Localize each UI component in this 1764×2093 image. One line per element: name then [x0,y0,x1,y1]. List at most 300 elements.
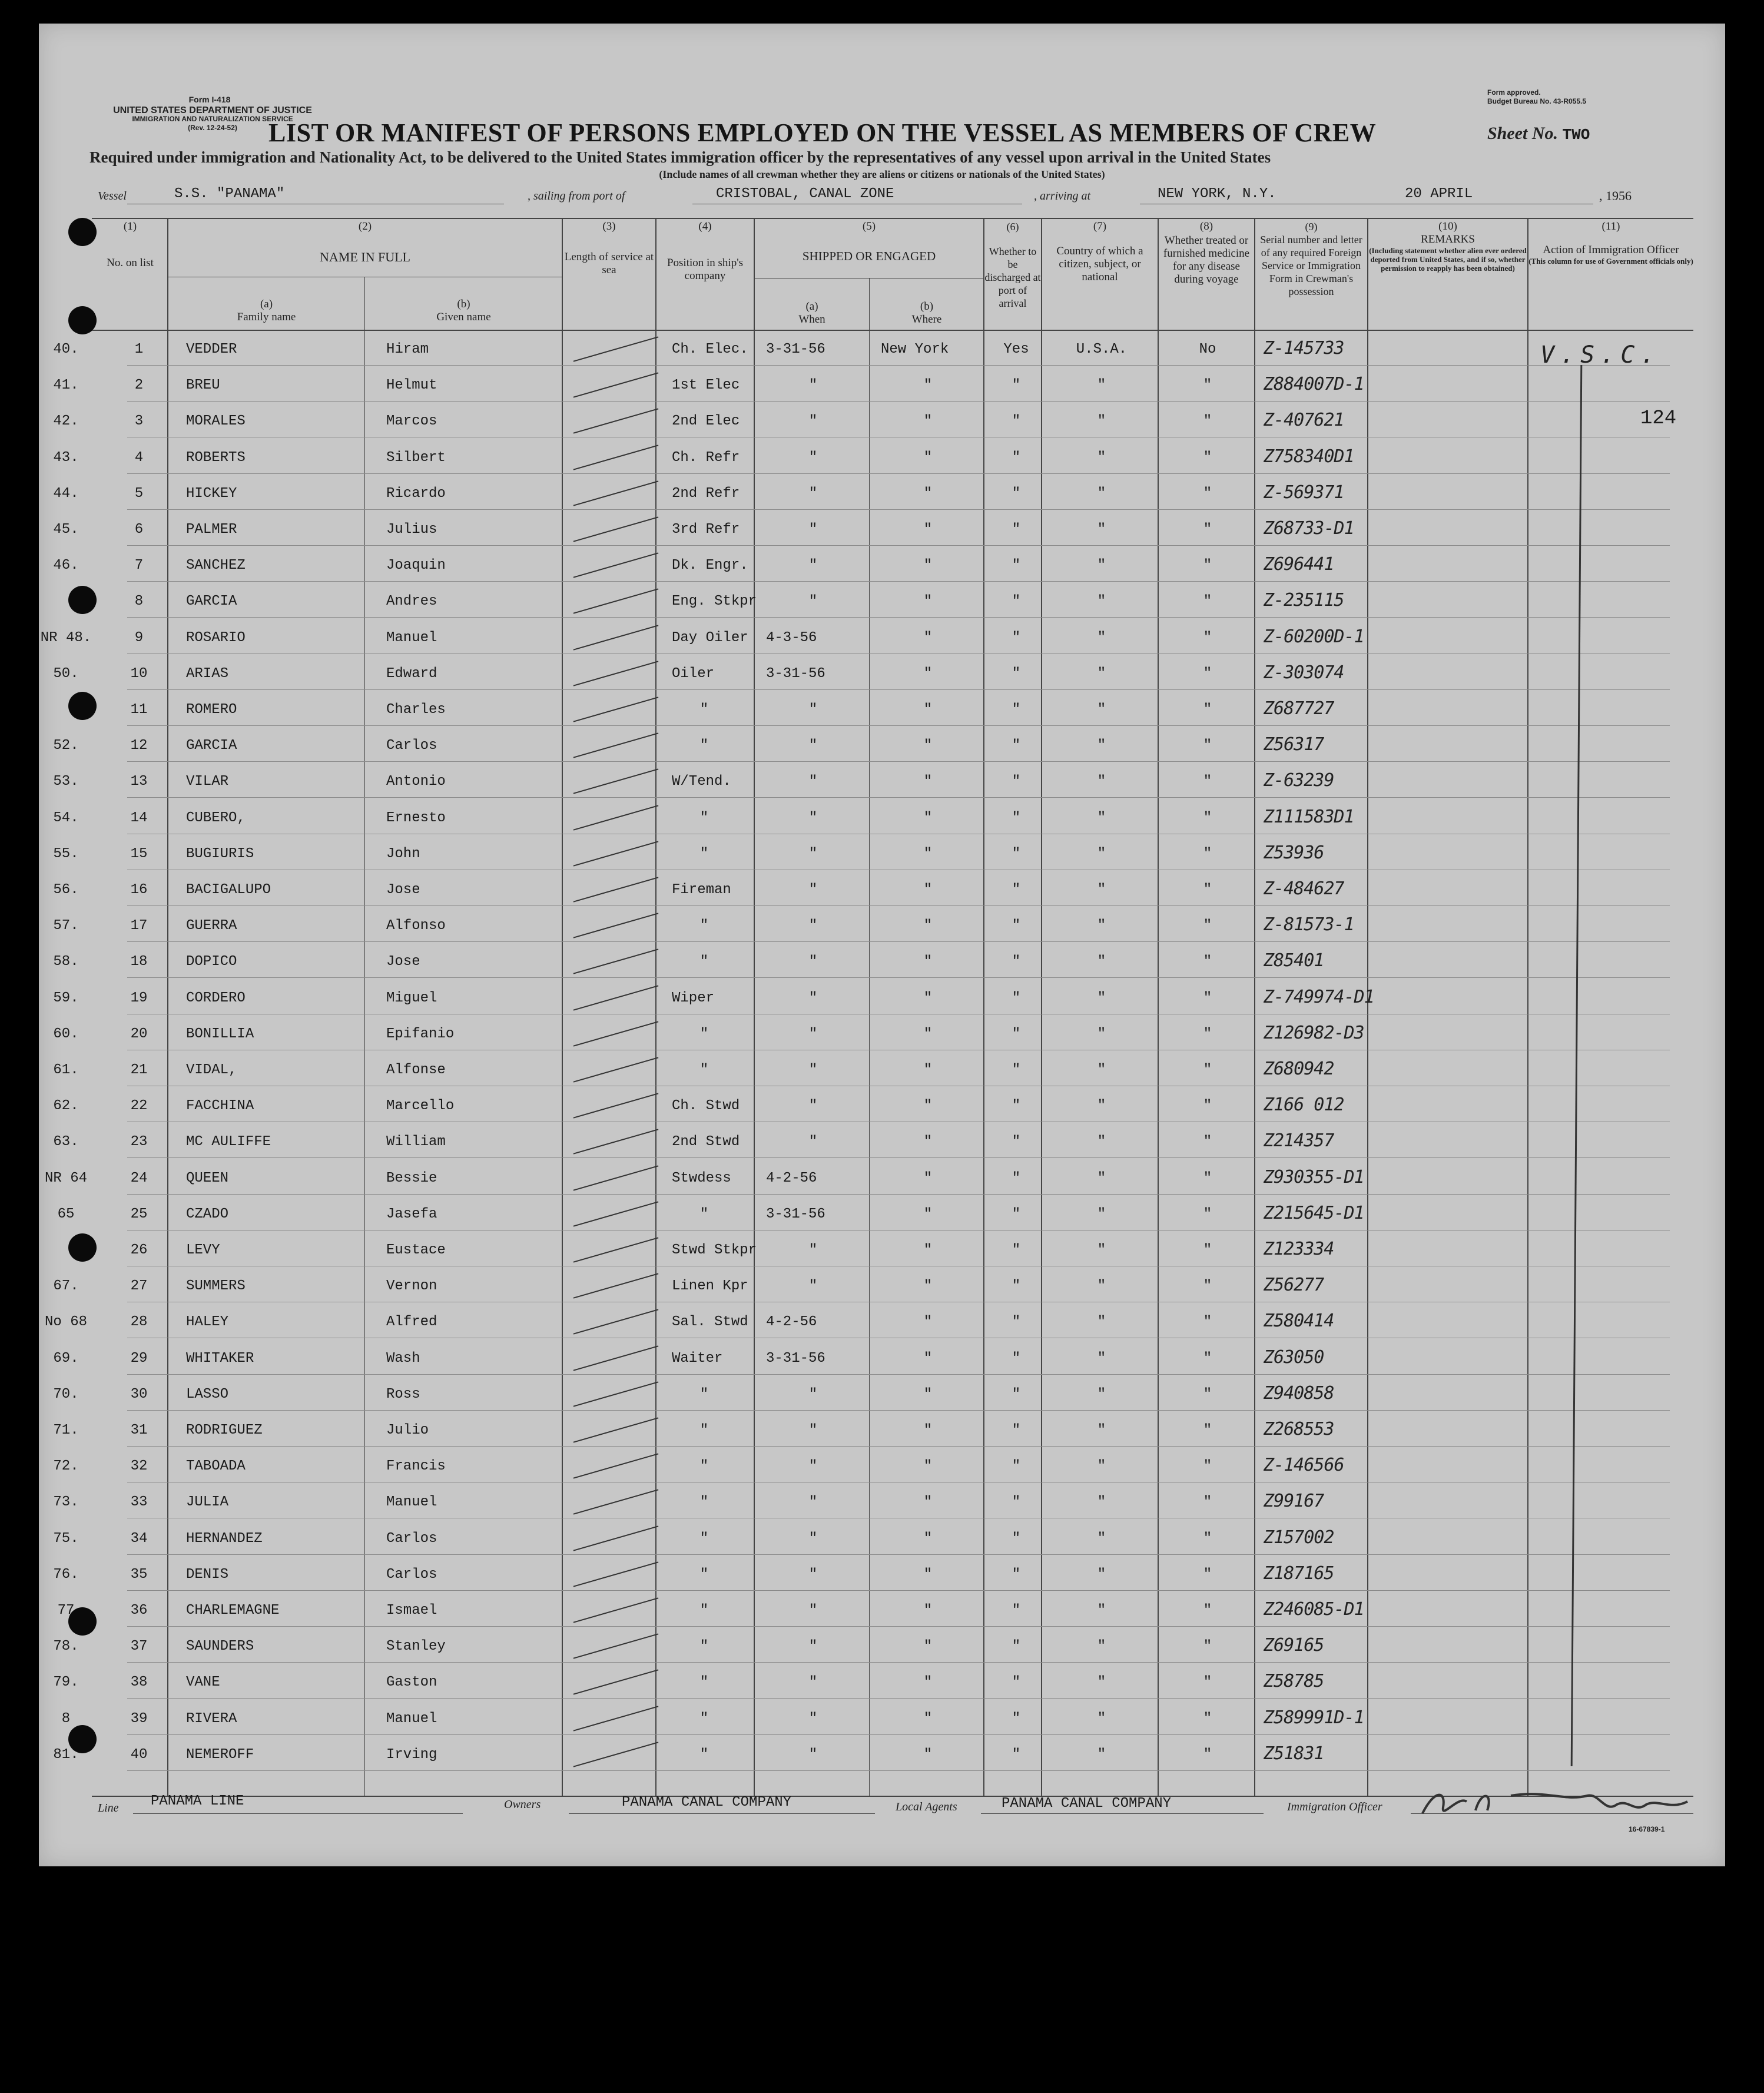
cell-serial: Z56317 [1264,734,1324,755]
cell-where: " [923,629,933,646]
cell-treated: " [1203,1566,1212,1583]
cell-where: " [923,1674,933,1691]
list-number: 1 [134,341,144,357]
service-length-mark [573,1454,659,1479]
cell-where: " [923,1494,933,1511]
cell-position: Wiper [672,990,715,1006]
list-number: 34 [130,1530,148,1547]
service-length-mark [573,1706,659,1731]
cell-serial: Z696441 [1264,554,1334,575]
list-number: 12 [130,738,148,754]
cell-family: QUEEN [186,1170,229,1186]
cell-discharged: " [1012,1422,1021,1438]
cell-country: " [1097,449,1106,466]
cell-when: 4-3-56 [766,629,817,646]
cell-position: " [699,845,709,862]
col-9-number: (9) [1305,221,1318,233]
col-10-number: (10) [1438,220,1457,233]
original-number: No 68 [44,1314,87,1331]
cell-treated: " [1203,882,1212,898]
cell-discharged: " [1012,449,1021,466]
cell-family: ROBERTS [186,449,246,466]
cell-when: " [808,593,818,610]
list-number: 26 [130,1242,148,1258]
cell-treated: " [1203,702,1212,718]
cell-where: " [923,1026,933,1042]
list-number: 8 [134,593,144,610]
cell-serial: Z111583D1 [1264,806,1354,827]
cell-where: " [923,413,933,430]
cell-serial: Z-63239 [1264,770,1334,791]
cell-given: Carlos [386,1530,437,1547]
sheet-number [1487,124,1590,144]
cell-treated: " [1203,522,1212,538]
revision: (Rev. 12-24-52) [188,124,237,132]
cell-treated: " [1203,918,1212,934]
cell-position: Sal. Stwd [672,1314,748,1331]
cell-family: HALEY [186,1314,229,1331]
approved-text: Form approved. [1487,88,1541,97]
list-number: 25 [130,1206,148,1222]
service-length-mark [573,553,659,578]
cell-where: " [923,1530,933,1547]
original-number: 62. [53,1098,79,1115]
cell-given: Alfred [386,1314,437,1331]
cell-where: " [923,665,933,682]
list-number: 39 [130,1710,148,1727]
cell-given: Ismael [386,1603,437,1618]
cell-discharged: " [1012,1026,1021,1042]
cell-given: Epifanio [386,1026,455,1042]
col-10-title: REMARKS [1421,233,1475,246]
cell-discharged: " [1012,702,1021,718]
cell-serial: Z-407621 [1264,410,1344,431]
service-length-mark [573,1670,659,1695]
cell-treated: " [1203,1458,1212,1475]
row-divider [127,1626,1670,1627]
cell-family: ARIAS [186,665,229,682]
col-5-title: SHIPPED OR ENGAGED [802,249,936,263]
cell-position: 2nd Stwd [672,1134,740,1150]
service-length-mark [573,1634,659,1659]
cell-discharged: Yes [1003,341,1029,357]
cell-family: DENIS [186,1566,229,1583]
cell-where: " [923,485,933,502]
cell-where: " [923,738,933,754]
cell-family: GARCIA [186,738,237,754]
cell-position: W/Tend. [672,774,731,790]
list-number: 5 [134,485,144,502]
cell-serial: Z884007D-1 [1264,374,1364,395]
page-count-note: 124 [1640,407,1677,430]
cell-country: " [1097,522,1106,538]
cell-discharged: " [1012,593,1021,610]
cell-when: " [808,1674,818,1691]
row-divider [127,1374,1670,1375]
row-divider [127,1734,1670,1735]
cell-serial: Z126982-D3 [1264,1022,1364,1043]
cell-position: " [699,1746,709,1763]
cell-discharged: " [1012,522,1021,538]
cell-country: " [1097,990,1106,1006]
cell-where: " [923,1170,933,1186]
cell-serial: Z58785 [1264,1671,1324,1692]
cell-given: Wash [386,1350,420,1366]
row-divider [127,1554,1670,1555]
cell-country: " [1097,810,1106,826]
col-6-header [984,220,1041,310]
cell-country: " [1097,1026,1106,1042]
service-length-mark [573,1093,659,1119]
cell-position: Ch. Stwd [672,1098,740,1115]
cell-discharged: " [1012,1098,1021,1115]
cell-when: " [808,845,818,862]
cell-given: Edward [386,665,437,682]
cell-treated: " [1203,1746,1212,1763]
agents-value: PANAMA CANAL COMPANY [1002,1796,1172,1812]
cell-when: " [808,1386,818,1402]
cell-where: " [923,954,933,970]
cell-serial: Z580414 [1264,1311,1334,1332]
list-number: 27 [130,1278,148,1295]
cell-discharged: " [1012,1710,1021,1727]
cell-where: " [923,1422,933,1438]
original-number: 73. [53,1494,79,1511]
cell-family: BREU [186,377,220,394]
budget-bureau: Budget Bureau No. 43-R055.5 [1487,97,1587,105]
cell-when: " [808,1134,818,1150]
col-4-title: Position in ship's company [667,257,744,282]
original-number: 52. [53,738,79,754]
row-divider [127,401,1670,402]
col-2-title: NAME IN FULL [320,250,410,264]
service-length-mark [573,1525,659,1551]
cell-when: " [808,1530,818,1547]
original-number: NR 64 [44,1170,87,1186]
cell-family: VEDDER [186,341,237,357]
cell-family: TABOADA [186,1458,246,1475]
col-11-number: (11) [1601,220,1620,233]
list-number: 11 [130,702,148,718]
cell-given: Antonio [386,774,446,790]
cell-where: " [923,1062,933,1078]
cell-position: " [699,1566,709,1583]
cell-serial: Z-60200D-1 [1264,626,1364,647]
cell-family: HERNANDEZ [186,1530,263,1547]
cell-country: " [1097,665,1106,682]
service-length-mark [573,769,659,794]
cell-discharged: " [1012,1242,1021,1258]
service-length-mark [573,1561,659,1587]
col-7-title: Country of which a citizen, subject, or national [1056,245,1143,283]
cell-where: " [923,1098,933,1115]
list-number: 21 [130,1062,148,1078]
cell-position: " [699,1638,709,1655]
col-3-title: Length of service at sea [564,251,654,276]
cell-serial: Z687727 [1264,698,1334,719]
cell-when: " [808,1494,818,1511]
cell-family: VIDAL, [186,1062,237,1078]
cell-serial: Z157002 [1264,1527,1334,1548]
cell-discharged: " [1012,1494,1021,1511]
original-number: 55. [53,845,79,862]
row-divider [127,1446,1670,1447]
cell-family: VANE [186,1674,220,1691]
cell-given: William [386,1134,446,1150]
cell-treated: " [1203,774,1212,790]
row-divider [127,581,1670,582]
col-1-number: (1) [123,220,137,233]
cell-serial: Z940858 [1264,1382,1334,1404]
cell-position: Linen Kpr [672,1278,748,1295]
cell-discharged: " [1012,954,1021,970]
subnote: (Include names of all crewman whether they are aliens or citizens or nationals of the United States) [659,168,1105,180]
cell-discharged: " [1012,485,1021,502]
service-length-mark [573,1597,659,1623]
row-divider [127,761,1670,762]
original-number: 58. [53,954,79,970]
arrival-year: , 1956 [1599,188,1632,203]
service-length-mark [573,696,659,722]
original-number: 57. [53,918,79,934]
cell-given: Miguel [386,990,437,1006]
cell-position: Ch. Refr [672,449,740,466]
cell-where: " [923,702,933,718]
col-8-header [1159,220,1254,286]
cell-serial: Z166 012 [1264,1094,1344,1116]
cell-given: Francis [386,1458,446,1475]
cell-given: Helmut [386,377,437,394]
cell-when: " [808,413,818,430]
cell-treated: " [1203,845,1212,862]
cell-country: " [1097,1350,1106,1366]
cell-country: " [1097,413,1106,430]
list-number: 38 [130,1674,148,1691]
cell-treated: " [1203,1530,1212,1547]
cell-treated: " [1203,665,1212,682]
service-length-mark [573,913,659,938]
cell-where: " [923,1458,933,1475]
col-1-header [93,220,167,270]
cell-when: " [808,449,818,466]
original-number: 8 [61,1710,71,1727]
cell-family: BONILLIA [186,1026,254,1042]
list-number: 2 [134,377,144,394]
col-6-number: (6) [1006,221,1019,233]
cell-where: " [923,774,933,790]
cell-where: " [923,522,933,538]
row-divider [127,1194,1670,1195]
cell-position: " [699,1026,709,1042]
col-2-number: (2) [358,220,372,233]
cell-where: " [923,1746,933,1763]
cell-when: " [808,1242,818,1258]
cell-when: " [808,377,818,394]
cell-country: " [1097,1314,1106,1331]
original-number: NR 48. [40,629,92,646]
cell-position: " [699,702,709,718]
service-length-mark [573,1381,659,1407]
cell-treated: " [1203,593,1212,610]
cell-discharged: " [1012,1638,1021,1655]
cell-treated: " [1203,558,1212,574]
subtitle: Required under immigration and Nationality Act, to be delivered to the United States immigration officer by the representatives of any vessel upon arrival in the United States [89,148,1271,166]
cell-discharged: " [1012,918,1021,934]
service-length-mark [573,1742,659,1767]
cell-when: 4-2-56 [766,1314,817,1331]
cell-family: VILAR [186,774,229,790]
cell-where: " [923,1206,933,1222]
original-number: 63. [53,1134,79,1150]
cell-serial: Z268553 [1264,1419,1334,1439]
cell-country: " [1097,702,1106,718]
cell-treated: " [1203,1386,1212,1402]
sheet-value: TWO [1562,126,1590,144]
original-number: 43. [53,449,79,466]
cell-given: Ross [386,1386,420,1402]
cell-given: Eustace [386,1242,446,1258]
cell-where: " [923,593,933,610]
list-number: 22 [130,1098,148,1115]
form-number: Form I-418 [188,95,231,104]
officer-signature [1411,1778,1705,1825]
original-number: 76. [53,1566,79,1583]
service-length-mark [573,589,659,614]
cell-given: Jose [386,954,420,970]
cell-country: " [1097,1386,1106,1402]
cell-treated: " [1203,1350,1212,1366]
cell-when: 4-2-56 [766,1170,817,1186]
cell-position: " [699,1710,709,1727]
cell-serial: Z51831 [1264,1743,1324,1764]
row-divider [127,545,1670,546]
cell-where: " [923,918,933,934]
action-mark: V.S.C. [1540,341,1661,369]
cell-when: 3-31-56 [766,665,825,682]
cell-discharged: " [1012,1603,1021,1618]
list-number: 17 [130,918,148,934]
cell-country: U.S.A. [1076,341,1128,357]
service-length-mark [573,1129,659,1155]
cell-discharged: " [1012,377,1021,394]
cell-discharged: " [1012,1314,1021,1331]
cell-discharged: " [1012,1278,1021,1295]
original-number: 46. [53,558,79,574]
service-length-mark [573,625,659,650]
list-number: 29 [130,1350,148,1366]
cell-when: " [808,1062,818,1078]
original-number: 70. [53,1386,79,1402]
list-number: 32 [130,1458,148,1475]
service-length-mark [573,1273,659,1299]
cell-country: " [1097,1674,1106,1691]
cell-when: " [808,522,818,538]
cell-family: ROSARIO [186,629,246,646]
cell-given: Gaston [386,1674,437,1691]
service-length-mark [573,1345,659,1371]
cell-treated: " [1203,449,1212,466]
cell-country: " [1097,1603,1106,1618]
cell-given: Alfonso [386,918,446,934]
cell-when: " [808,774,818,790]
line-label: Line [98,1802,119,1815]
cell-country: " [1097,845,1106,862]
service-length-mark [573,985,659,1010]
cell-country: " [1097,1494,1106,1511]
punch-hole [68,692,97,720]
col-11-title: Action of Immigration Officer [1543,244,1679,256]
list-number: 24 [130,1170,148,1186]
cell-treated: " [1203,629,1212,646]
list-number: 40 [130,1746,148,1763]
cell-treated: " [1203,1062,1212,1078]
col-8-title: Whether treated or furnished medicine for any disease during voyage [1163,234,1250,286]
original-number: 67. [53,1278,79,1295]
cell-family: BACIGALUPO [186,882,271,898]
cell-discharged: " [1012,738,1021,754]
original-number: 61. [53,1062,79,1078]
cell-where: " [923,1386,933,1402]
cell-where: " [923,558,933,574]
agents-label: Local Agents [896,1800,957,1813]
vessel-name: S.S. "PANAMA" [174,186,285,202]
cell-discharged: " [1012,1206,1021,1222]
cell-position: " [699,1530,709,1547]
cell-serial: Z589991D-1 [1264,1707,1364,1728]
cell-family: RIVERA [186,1710,237,1727]
cell-position: " [699,810,709,826]
service-length-mark [573,1057,659,1082]
cell-family: LEVY [186,1242,220,1258]
cell-country: " [1097,1206,1106,1222]
cell-discharged: " [1012,810,1021,826]
owners-label: Owners [504,1798,541,1811]
arrival-date: 20 APRIL [1405,186,1473,202]
cell-country: " [1097,1530,1106,1547]
original-number: 79. [53,1674,79,1691]
cell-position: " [699,1674,709,1691]
cell-given: Irving [386,1746,437,1763]
row-divider [127,1410,1670,1411]
cell-when: " [808,1566,818,1583]
cell-family: SAUNDERS [186,1638,254,1655]
cell-treated: " [1203,1134,1212,1150]
cell-where: " [923,990,933,1006]
cell-position: Stwd Stkpr [672,1242,757,1258]
original-number: 54. [53,810,79,826]
cell-position: " [699,1458,709,1475]
cell-treated: " [1203,413,1212,430]
cell-where: " [923,882,933,898]
cell-when: " [808,1603,818,1618]
col-11-header [1528,220,1693,266]
col-2b-header: (b) Given name [436,298,491,323]
cell-country: " [1097,485,1106,502]
cell-family: ROMERO [186,702,237,718]
cell-country: " [1097,882,1106,898]
original-number: 69. [53,1350,79,1366]
service-length-mark [573,336,659,361]
cell-serial: Z69165 [1264,1635,1324,1656]
cell-discharged: " [1012,1530,1021,1547]
cell-when: " [808,1098,818,1115]
service-length-mark [573,877,659,902]
list-number: 9 [134,629,144,646]
sheet-label: Sheet No. [1487,124,1558,143]
original-number: 75. [53,1530,79,1547]
cell-family: WHITAKER [186,1350,254,1366]
cell-given: Marcos [386,413,437,430]
